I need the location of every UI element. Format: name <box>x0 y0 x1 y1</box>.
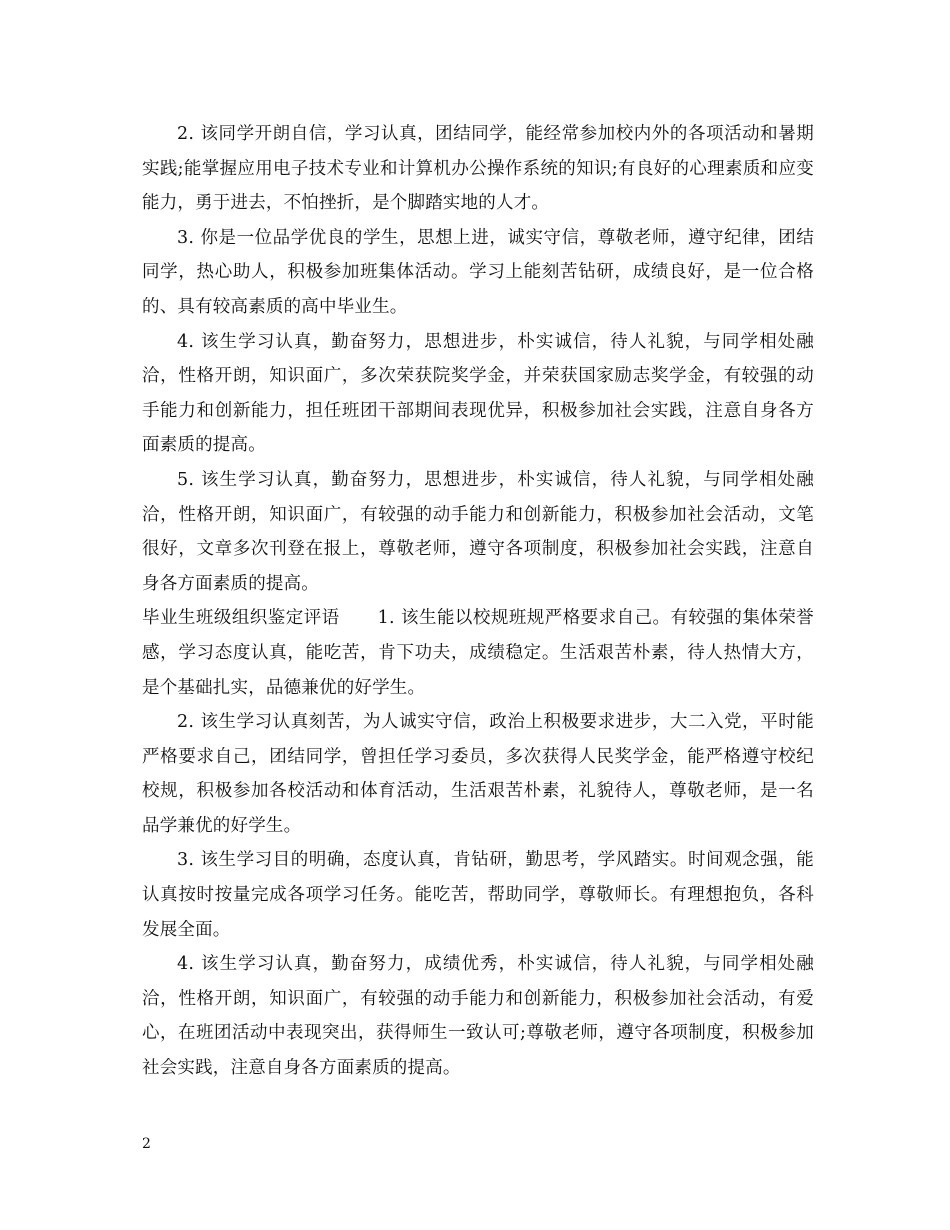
item-number: 4. <box>177 954 195 975</box>
item-number: 3. <box>177 850 195 871</box>
page-number: 2 <box>142 1136 151 1152</box>
paragraph-item-3 <box>142 221 814 325</box>
paragraph-item-2 <box>142 117 814 221</box>
item-text: 该生学习目的明确，态度认真，肯钻研，勤思考，学风踏实。时间观念强，能认真按时按量完成各项学习任务。能吃苦，帮助同学，尊敬师长。有理想抱负，各科发展全面。 <box>142 850 814 940</box>
item-text: 该生学习认真刻苦，为人诚实守信，政治上积极要求进步，大二入党，平时能严格要求自己，团结同学，曾担任学习委员，多次获得人民奖学金，能严格遵守校纪校规，积极参加各校活动和体育活动，生活艰苦朴素，礼貌待人，尊敬老师，是一名品学兼优的好学生。 <box>142 712 814 836</box>
paragraph-item-4 <box>142 325 814 463</box>
item-number: 4. <box>177 331 195 352</box>
section-paragraph-item-3 <box>142 843 814 947</box>
item-number: 2. <box>177 712 195 733</box>
document-body <box>142 117 814 1086</box>
item-number: 1. <box>377 608 395 629</box>
item-number: 2. <box>177 124 195 144</box>
section-paragraph-item-2 <box>142 705 814 843</box>
item-text: 你是一位品学优良的学生，思想上进，诚实守信，尊敬老师，遵守纪律，团结同学，热心助人，积极参加班集体活动。学习上能刻苦钻研，成绩良好，是一位合格的、具有较高素质的高中毕业生。 <box>142 227 814 317</box>
section-heading: 毕业生班级组织鉴定评语 <box>142 608 340 629</box>
section-paragraph-item-4 <box>142 947 814 1085</box>
section-first-paragraph <box>142 601 814 705</box>
item-text: 该生学习认真，勤奋努力，思想进步，朴实诚信，待人礼貌，与同学相处融洽，性格开朗，知识面广，有较强的动手能力和创新能力，积极参加社会活动，文笔很好，文章多次刊登在报上，尊敬老师，遵守各项制度，积极参加社会实践，注意自身各方面素质的提高。 <box>142 469 814 594</box>
item-number: 5. <box>177 469 195 490</box>
item-number: 3. <box>177 227 195 248</box>
item-text: 该同学开朗自信，学习认真，团结同学，能经常参加校内外的各项活动和暑期实践;能掌握应用电子技术专业和计算机办公操作系统的知识;有良好的心理素质和应变能力，勇于进去，不怕挫折，是个脚踏实地的人才。 <box>142 124 814 214</box>
item-text: 该生学习认真，勤奋努力，成绩优秀，朴实诚信，待人礼貌，与同学相处融洽，性格开朗，知识面广，有较强的动手能力和创新能力，积极参加社会活动，有爱心，在班团活动中表现突出，获得师生一致认可;尊敬老师，遵守各项制度，积极参加社会实践，注意自身各方面素质的提高。 <box>142 954 814 1079</box>
paragraph-item-5 <box>142 463 814 601</box>
item-text: 该生学习认真，勤奋努力，思想进步，朴实诚信，待人礼貌，与同学相处融洽，性格开朗，知识面广，多次荣获院奖学金，并荣获国家励志奖学金，有较强的动手能力和创新能力，担任班团干部期间表现优异，积极参加社会实践，注意自身各方面素质的提高。 <box>142 331 814 456</box>
item-text: 该生能以校规班规严格要求自己。有较强的集体荣誉感，学习态度认真，能吃苦，肯下功夫，成绩稳定。生活艰苦朴素，待人热情大方，是个基础扎实，品德兼优的好学生。 <box>142 608 814 698</box>
